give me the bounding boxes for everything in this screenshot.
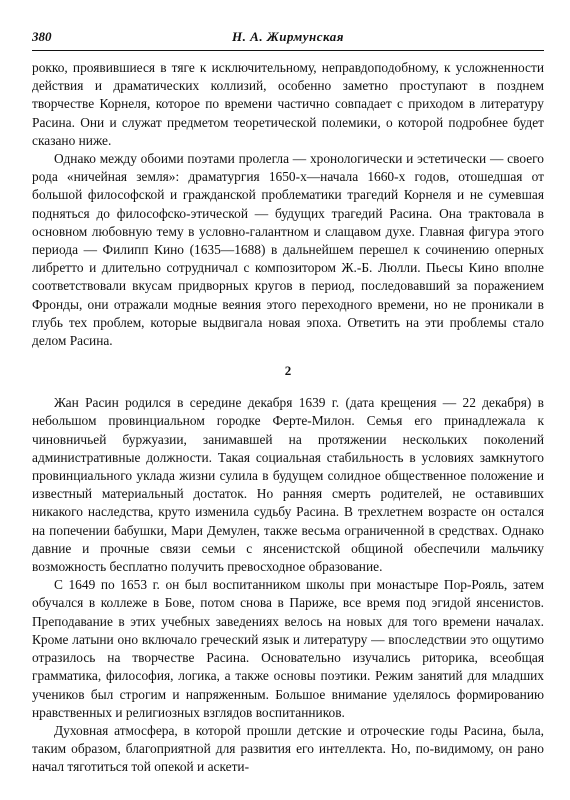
- paragraph-interlude: Однако между обоими поэтами пролегла — хронологически и эстетически — своего рода «ничейная земля»: драматургия 1650-х—начала 1660-х годов, отошедшая от большой философской и гражданской проблематики трагедий Корнеля и не сумевшая подняться до философско-этической — будущих трагедий Расина. Она трактовала в основном любовную тему в условно-галантном и слащавом духе. Главная фигура этого периода — Филипп Кино (1635—1688) в дальнейшем перешел к сочинению оперных либретто и длительно сотрудничал с композитором Ж.-Б. Люлли. Пьесы Кино вполне соответствовали вкусам придворных кругов в период, последовавший за поражением Фронды, они отражали модные веяния этого переходного времени, но не проникали в глубь тех проблем, которые выдвигала новая эпоха. Ответить на эти проблемы стало делом Расина.: [32, 151, 544, 349]
- header-rule: [32, 50, 544, 51]
- running-title: Н. А. Жирмунская: [232, 29, 344, 44]
- book-page: [32, 28, 544, 777]
- section-number: 2: [284, 363, 292, 379]
- running-head: [32, 28, 544, 46]
- paragraph-atmosphere: Духовная атмосфера, в которой прошли детские и отроческие годы Расина, была, таким образом, благоприятной для развития его интеллекта. Но, по-видимому, он рано начал тяготиться той опекой и аскети-: [32, 722, 544, 775]
- page-number: 380: [32, 29, 52, 44]
- paragraph-education: С 1649 по 1653 г. он был воспитанником школы при монастыре Пор-Рояль, затем обучался в коллеже в Бове, потом снова в Париже, все время под эгидой янсенистов. Преподавание в этих учебных заведениях велось на новых для того времени началах. Кроме латыни оно включало греческий язык и литературу — впоследствии это ощутимо отразилось на творчестве Расина. Основательно изучались риторика, всеобщая грамматика, философия, логика, а также основы поэтики. Режим занятий для младших учеников был строгим и напряженным. Большое внимание уделялось формированию нравственных и религиозных взглядов воспитанников.: [32, 577, 544, 720]
- paragraph-continuation: рокко, проявившиеся в тяге к исключительному, неправдоподобному, к усложненности действия и драматических коллизий, особенно заметно проступают в позднем творчестве Корнеля, которое по времени частично совпадает с приходом в литературу Расина. Они и служат предметом теоретической полемики, о которой подробнее будет сказано ниже.: [32, 60, 544, 148]
- paragraph-birth: Жан Расин родился в середине декабря 1639 г. (дата крещения — 22 декабря) в небольшом провинциальном городке Ферте-Милон. Семья его принадлежала к чиновничьей буржуазии, занимавшей на протяжении нескольких поколений административные должности. Такая социальная стабильность в условиях замкнутого провинциального уклада жизни сулила в будущем солидное общественное положение и известный материальный достаток. Но ранняя смерть родителей, не оставивших никакого наследства, круто изменила судьбу Расина. В трехлетнем возрасте он остался на попечении бабушки, Мари Демулен, также весьма ограниченной в средствах. Однако давние и прочные связи семьи с янсенистской общиной обеспечили мальчику возможность бесплатно получить превосходное образование.: [32, 395, 544, 575]
- body-text: [32, 59, 544, 777]
